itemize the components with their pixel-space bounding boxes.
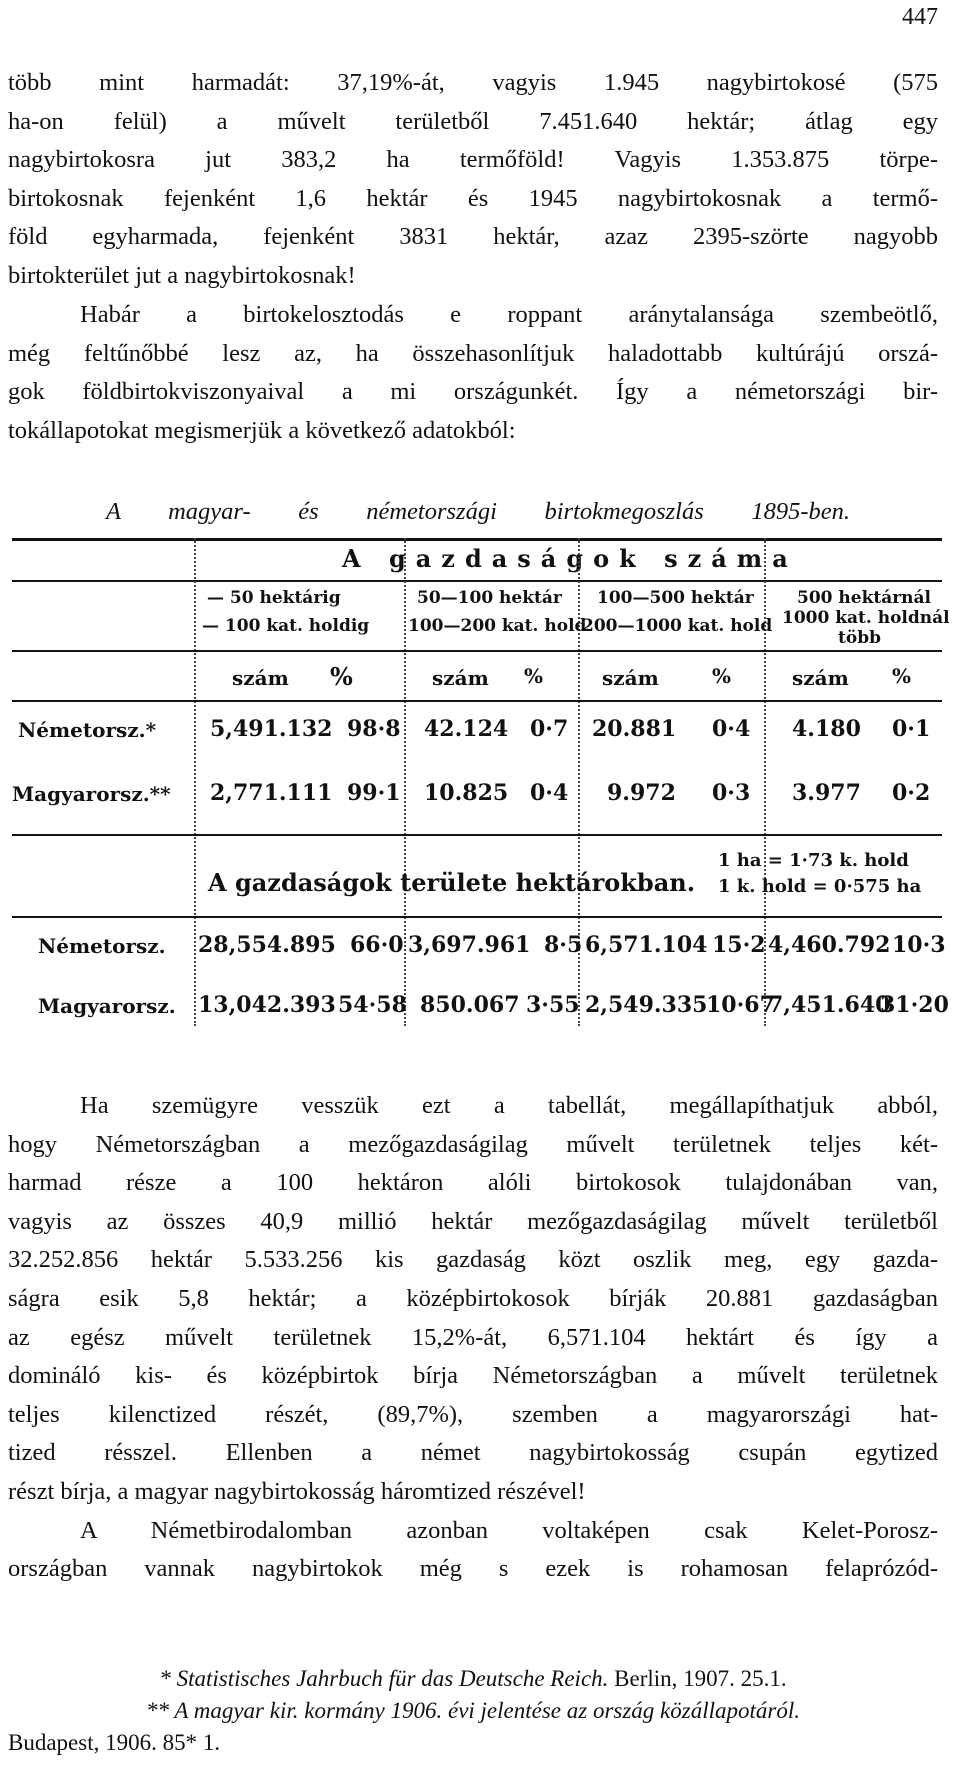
column-divider xyxy=(194,538,196,1026)
text-line: hogy Németországban a mezőgazdaságilag művelt területnek teljes két- xyxy=(8,1130,938,1158)
table-cell: 0·7 xyxy=(530,716,569,742)
table-rule xyxy=(12,650,942,652)
table-cell: 66·0 xyxy=(350,932,404,958)
footnote-title: ** A magyar kir. kormány 1906. évi jelentése az ország közállapotáról. xyxy=(146,1698,800,1723)
group-header: 100—500 hektár xyxy=(597,588,754,608)
text-line: teljes kilenctized részét, (89,7%), szemben a magyarországi hat- xyxy=(8,1400,938,1428)
col-header-pct: % xyxy=(524,664,544,688)
table-cell: 31·20 xyxy=(880,992,949,1018)
table-cell: 98·8 xyxy=(347,716,401,742)
table-cell: 15·2 xyxy=(712,932,766,958)
footnote-title: * Statistisches Jahrbuch für das Deutsche Reich. xyxy=(159,1666,609,1691)
text-line: A Németbirodalomban azonban voltaképen csak Kelet-Porosz- xyxy=(80,1516,938,1544)
group-header: 200—1000 kat. hold xyxy=(582,616,773,636)
column-divider xyxy=(404,538,406,1026)
table-rule xyxy=(12,580,942,582)
table-cell: 850.067 xyxy=(420,992,520,1018)
table-rule xyxy=(12,916,942,918)
col-header-szam: szám xyxy=(232,666,289,690)
text-line: az egész művelt területnek 15,2%-át, 6,571.104 hektárt és így a xyxy=(8,1323,938,1351)
row-label: Németorsz. xyxy=(38,934,166,958)
footnote-2 xyxy=(8,1695,938,1727)
table-cell: 2,771.111 xyxy=(210,780,333,806)
intro-paragraph xyxy=(8,64,938,296)
row-label: Magyarorsz. xyxy=(38,994,176,1018)
table-caption: A magyar- és németországi birtokmegoszlás 1895-ben. xyxy=(106,498,850,525)
table-cell: 10·3 xyxy=(892,932,946,958)
footnote-1 xyxy=(8,1663,938,1695)
table-cell: 3.977 xyxy=(792,780,861,806)
table-cell: 99·1 xyxy=(347,780,401,806)
table-cell: 6,571.104 xyxy=(585,932,708,958)
table-rule xyxy=(12,538,942,541)
text-line: vagyis az összes 40,9 millió hektár mezőgazdaságilag művelt területből xyxy=(8,1207,938,1235)
footnote-text: Berlin, 1907. 25.1. xyxy=(608,1666,787,1691)
row-label: Magyarorsz.** xyxy=(12,782,171,806)
text-line: Habár a birtokelosztodás e roppant aránytalansága szembeötlő, xyxy=(80,301,938,328)
table-rule xyxy=(12,700,942,702)
group-header: — 50 hektárig xyxy=(207,588,341,608)
text-line: ságra esik 5,8 hektár; a középbirtokosok bírják 20.881 gazdaságban xyxy=(8,1284,938,1312)
table-cell: 10·67 xyxy=(706,992,775,1018)
text-line: nagybirtokosra jut 383,2 ha termőföld! Vagyis 1.353.875 törpe- xyxy=(8,146,938,174)
col-header-szam: szám xyxy=(432,666,489,690)
col-header-pct: % xyxy=(330,662,353,691)
table-cell: 0·2 xyxy=(892,780,931,806)
area-note: 1 k. hold = 0·575 ha xyxy=(718,876,922,897)
table-cell: 4,460.792 xyxy=(768,932,891,958)
paragraph-2 xyxy=(8,296,938,450)
table-cell: 7,451.640 xyxy=(768,992,891,1018)
table-cell: 13,042.393 xyxy=(198,992,336,1018)
col-header-pct: % xyxy=(712,664,732,688)
text-line: országban vannak nagybirtokok még s ezek is rohamosan felaprózód- xyxy=(8,1555,938,1583)
table-cell: 3,697.961 xyxy=(408,932,531,958)
group-header: 50—100 hektár xyxy=(417,588,562,608)
text-line: birtokterület jut a nagybirtokosnak! xyxy=(8,261,356,289)
text-line: több mint harmadát: 37,19%-át, vagyis 1.945 nagybirtokosé (575 xyxy=(8,69,938,96)
footnote-2-cont: Budapest, 1906. 85* 1. xyxy=(8,1730,221,1755)
table-header-title: A gazdaságok száma xyxy=(342,544,798,573)
text-line: domináló kis- és középbirtok bírja Németországban a művelt területnek xyxy=(8,1362,938,1390)
table-cell: 3·55 xyxy=(526,992,580,1018)
text-line: ha-on felül) a művelt területből 7.451.640 hektár; átlag egy xyxy=(8,107,938,135)
page-number: 447 xyxy=(902,4,938,30)
table-cell: 42.124 xyxy=(424,716,509,742)
text-line: tized résszel. Ellenben a német nagybirtokosság csupán egytized xyxy=(8,1439,938,1467)
text-line: részt bírja, a magyar nagybirtokosság háromtized részével! xyxy=(8,1477,586,1505)
text-line: föld egyharmada, fejenként 3831 hektár, azaz 2395-szörte nagyobb xyxy=(8,223,938,251)
table-cell: 2,549.335 xyxy=(585,992,708,1018)
area-title: A gazdaságok területe hektárokban. xyxy=(208,868,696,897)
text-line: még feltűnőbbé lesz az, ha összehasonlítjuk haladottabb kultúrájú orszá- xyxy=(8,339,938,367)
text-line: 32.252.856 hektár 5.533.256 kis gazdaság közt oszlik meg, egy gazda- xyxy=(8,1246,938,1274)
table-cell: 10.825 xyxy=(424,780,509,806)
table-cell: 20.881 xyxy=(592,716,677,742)
col-header-szam: szám xyxy=(792,666,849,690)
text-line: gok földbirtokviszonyaival a mi országunkét. Így a németországi bir- xyxy=(8,378,938,406)
group-header: 1000 kat. holdnál xyxy=(782,608,950,628)
table-cell: 8·5 xyxy=(544,932,583,958)
table-cell: 54·58 xyxy=(338,992,407,1018)
group-header: 100—200 kat. hold xyxy=(408,616,587,636)
table-cell: 9.972 xyxy=(607,780,676,806)
table-cell: 28,554.895 xyxy=(198,932,336,958)
table-cell: 0·4 xyxy=(530,780,569,806)
table-cell: 4.180 xyxy=(792,716,861,742)
group-header: — 100 kat. holdig xyxy=(202,616,370,636)
area-note: 1 ha = 1·73 k. hold xyxy=(718,850,909,871)
paragraph-3 xyxy=(8,1087,938,1589)
table-rule xyxy=(12,834,942,836)
group-header: több xyxy=(838,628,881,648)
text-line: tokállapotokat megismerjük a következő adatokból: xyxy=(8,416,516,444)
col-header-pct: % xyxy=(892,664,912,688)
table-cell: 0·3 xyxy=(712,780,751,806)
text-line: birtokosnak fejenként 1,6 hektár és 1945 nagybirtokosnak a termő- xyxy=(8,184,938,212)
table-cell: 0·1 xyxy=(892,716,931,742)
col-header-szam: szám xyxy=(602,666,659,690)
row-label: Németorsz.* xyxy=(18,718,157,742)
footnotes xyxy=(8,1663,938,1759)
text-line: Ha szemügyre vesszük ezt a tabellát, megállapíthatjuk abból, xyxy=(80,1092,938,1119)
group-header: 500 hektárnál xyxy=(797,588,932,608)
table-cell: 5,491.132 xyxy=(210,716,333,742)
data-table xyxy=(12,538,950,1026)
text-line: harmad része a 100 hektáron alóli birtokosok tulajdonában van, xyxy=(8,1169,938,1197)
table-cell: 0·4 xyxy=(712,716,751,742)
